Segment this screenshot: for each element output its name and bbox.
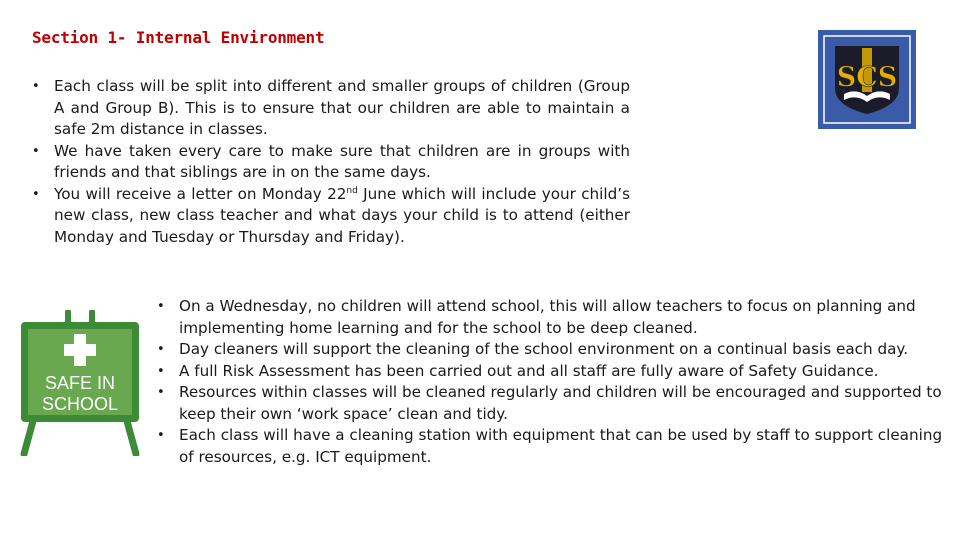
list-item [155,425,947,468]
list-item [155,339,947,361]
list-item-text: Each class will be split into different and smaller groups of children (Group A and Group B). This is to ensure that our children are able to maintain a safe 2m distance in classes. [54,77,630,138]
list-item-text-end: June which will include your child’s new class, new class teacher and what days your child is to attend (either Monday and Tuesday or Thursday and Friday). [54,184,630,246]
list-item-text: Day cleaners will support the cleaning of the school environment on a continual basis each day. [179,340,909,358]
list-item [155,361,947,383]
list-item [30,76,630,141]
safe-in-school-sign [18,310,142,456]
details-bullet-list [155,296,947,468]
list-item [30,141,630,184]
date-suffix: nd [346,185,358,196]
logo-letters: SCS [836,62,898,93]
list-item [155,382,947,425]
list-item-text: Resources within classes will be cleaned regularly and children will be encouraged and supported to keep their own ‘work space’ clean and tidy. [179,383,942,423]
list-item-text: On a Wednesday, no children will attend school, this will allow teachers to focus on planning and implementing home learning and for the school to be deep cleaned. [179,297,916,337]
school-logo [818,30,916,129]
list-item [30,184,630,249]
sign-line-1: SAFE IN [44,373,116,393]
list-item [155,296,947,339]
list-item-text: A full Risk Assessment has been carried out and all staff are fully aware of Safety Guidance. [179,361,879,380]
sign-line-2: SCHOOL [41,394,119,414]
section-title: Section 1- Internal Environment [32,28,325,47]
list-item-text: We have taken every care to make sure that children are in groups with friends and that siblings are in on the same days. [54,141,630,181]
intro-bullet-list [30,76,630,248]
list-item-text-start: You will receive a letter on Monday 22 [54,184,347,203]
list-item-text: Each class will have a cleaning station with equipment that can be used by staff to support cleaning of resources, e.g. ICT equipment. [179,426,943,466]
